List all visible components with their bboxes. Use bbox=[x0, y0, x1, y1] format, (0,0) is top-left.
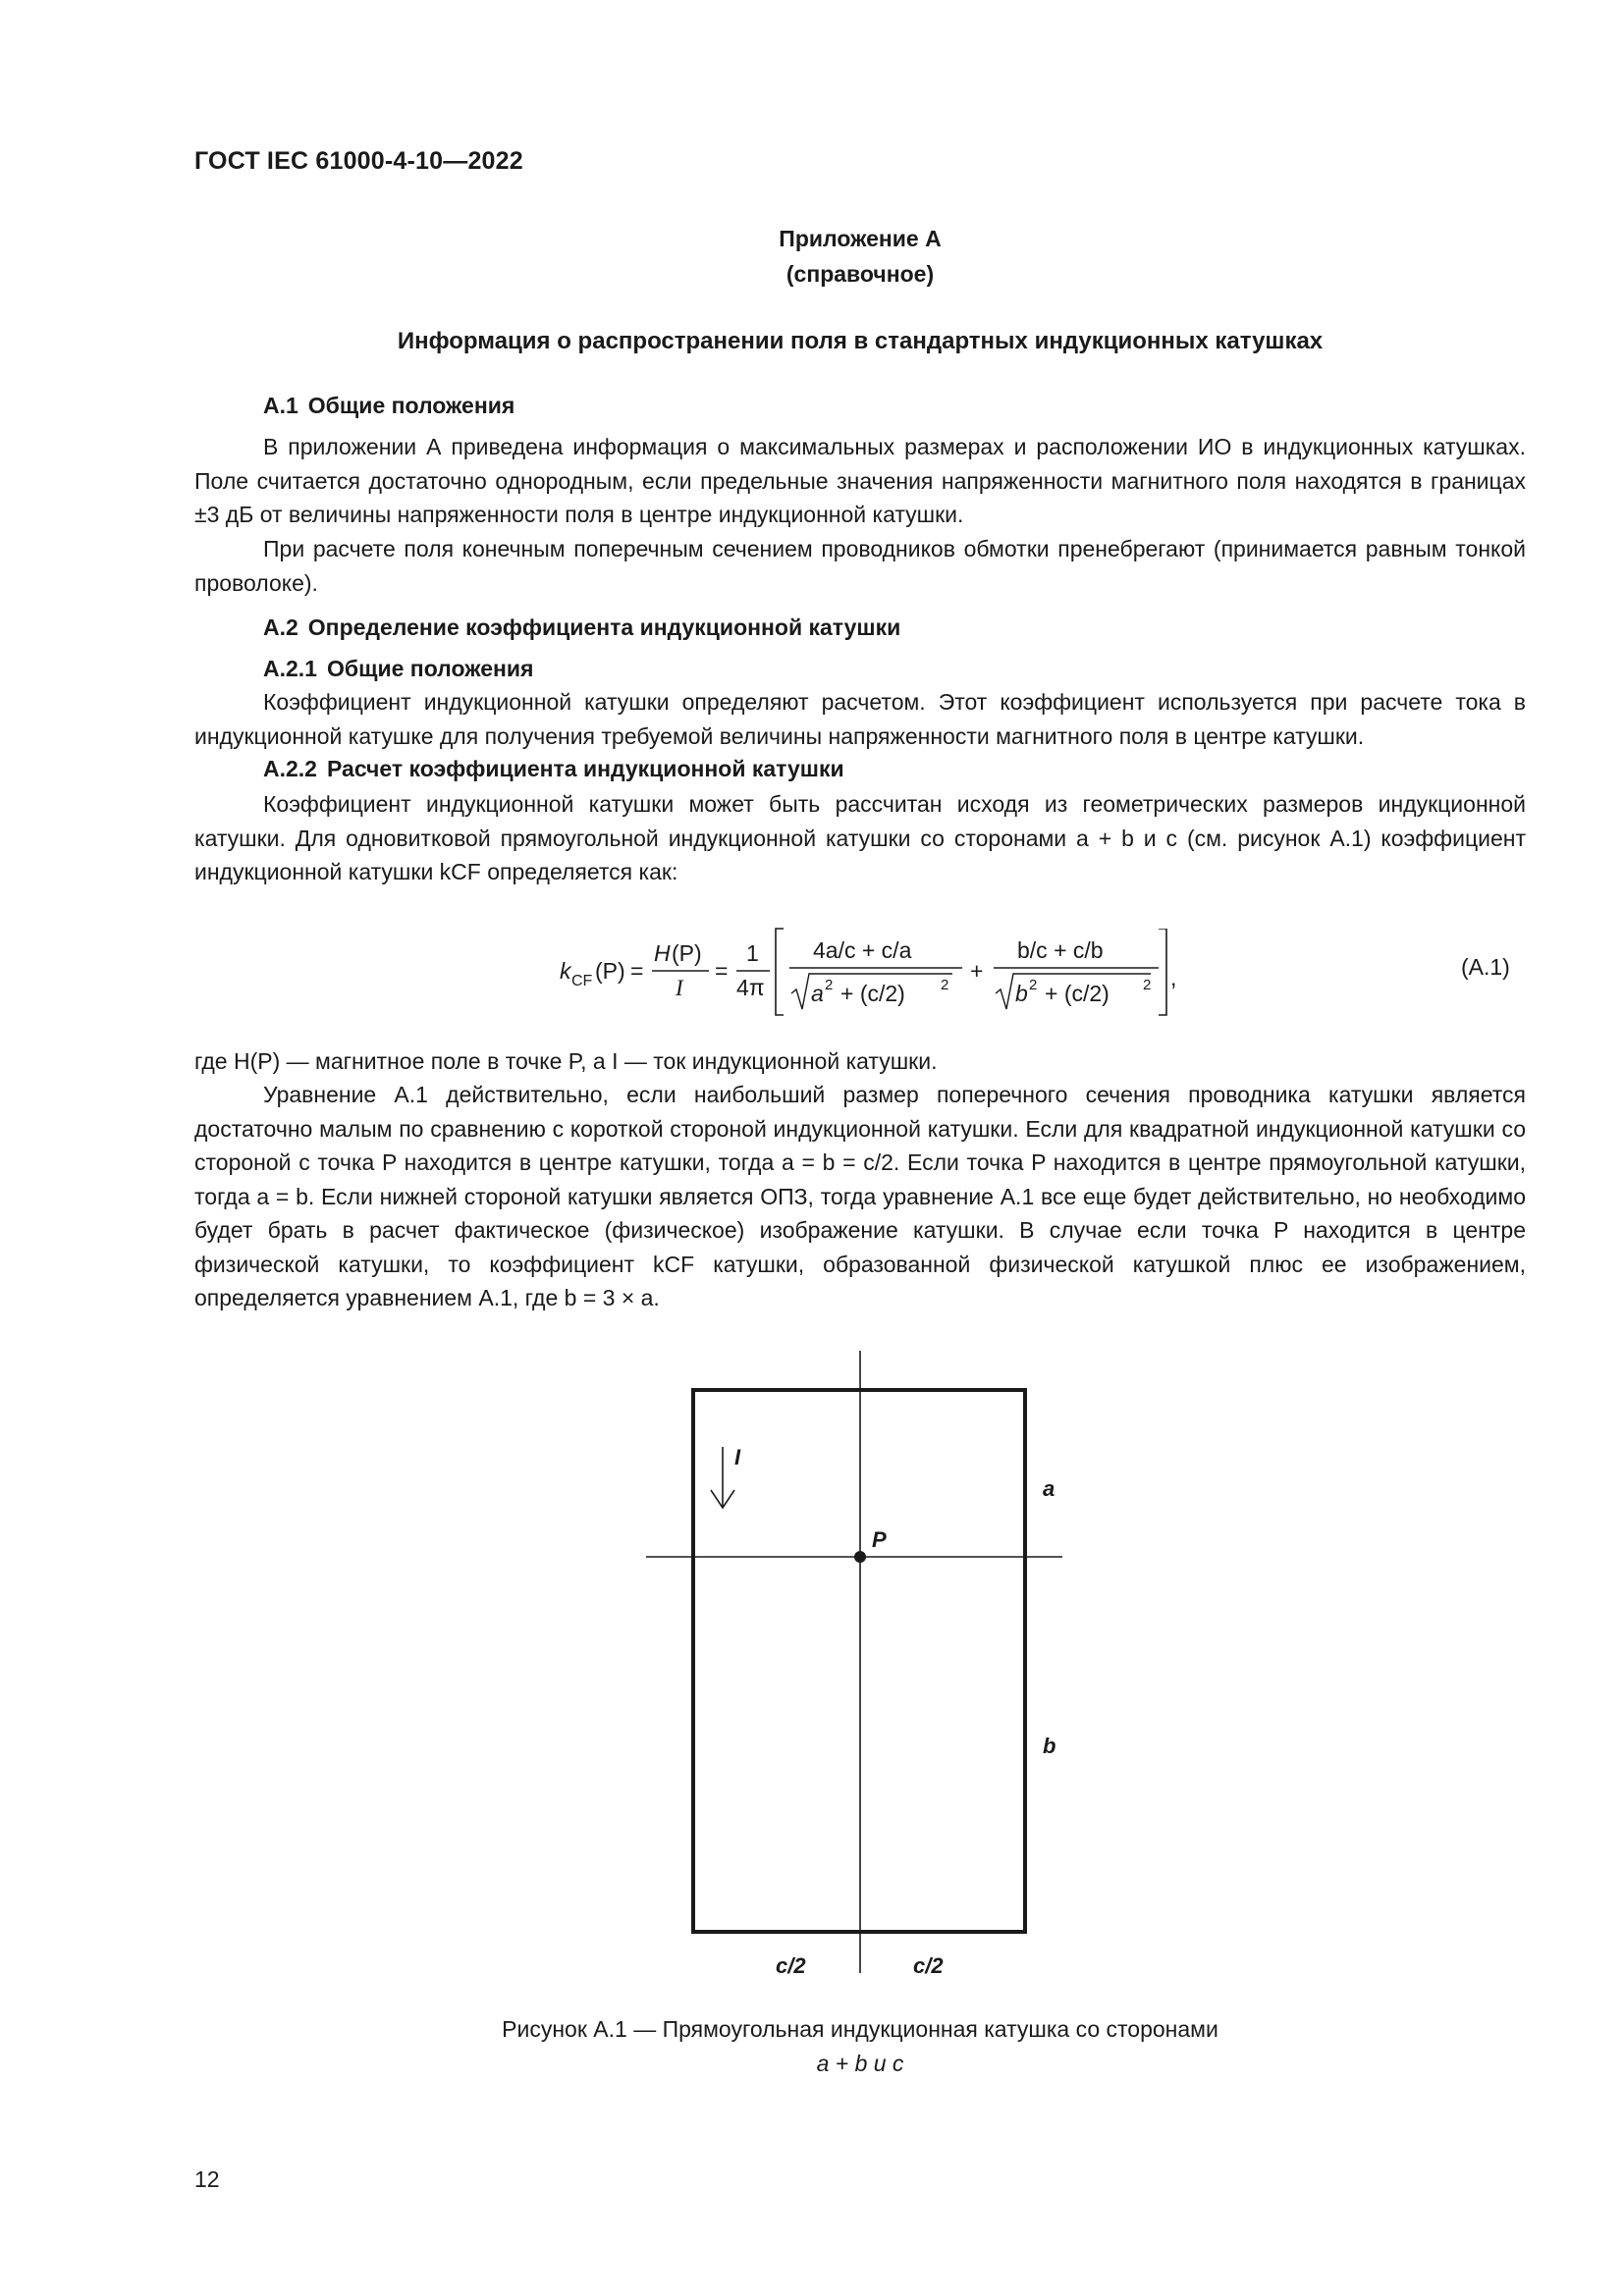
figure-caption-line-2: a + b и c bbox=[816, 2050, 904, 2076]
figure-caption-line-1: Рисунок А.1 — Прямоугольная индукционная катушка со сторонами bbox=[502, 2016, 1218, 2042]
formula-den2-sq2: 2 bbox=[1143, 977, 1152, 993]
point-p-marker bbox=[854, 1551, 866, 1563]
formula-den1-sq1: 2 bbox=[825, 977, 834, 993]
label-c-half-right: c/2 bbox=[913, 1953, 944, 1978]
section-number: А.2 bbox=[263, 614, 298, 640]
label-c-half-left: c/2 bbox=[776, 1953, 806, 1978]
formula-bracket-right-svg bbox=[1155, 929, 1184, 1037]
standard-header: ГОСТ IEC 61000-4-10—2022 bbox=[194, 147, 523, 175]
section-number: А.2.1 bbox=[263, 656, 317, 681]
formula-equals-2: = bbox=[715, 958, 729, 984]
formula-plus: + bbox=[970, 958, 984, 984]
annex-title: Приложение А bbox=[779, 226, 942, 251]
paragraph-a1-wire: При расчете поля конечным поперечным сечением проводников обмотки пренебрегают (принимается равным тонкой проволоке). bbox=[194, 536, 1526, 596]
formula-a1 bbox=[550, 917, 1159, 1030]
formula-four-pi: 4π bbox=[736, 975, 765, 1000]
formula-comma: , bbox=[1170, 965, 1177, 990]
figure-a1 bbox=[628, 1347, 1080, 2000]
formula-den2-rest: + (c/2) bbox=[1045, 981, 1110, 1006]
label-a: a bbox=[1043, 1476, 1056, 1501]
coil-rectangle bbox=[693, 1390, 1025, 1932]
formula-den1-a: a bbox=[811, 981, 824, 1006]
paragraph-a1-intro: В приложении А приведена информация о максимальных размерах и расположении ИО в индукционных катушках. Поле считается достаточно однородным, если предельные значения напряженности магнитного поля находятся в границах ±3 дБ от величины напряженности поля в центре индукционной катушки. bbox=[194, 434, 1526, 527]
formula-den1-rest: + (c/2) bbox=[840, 981, 905, 1006]
section-number: А.1 bbox=[263, 393, 298, 418]
section-heading-a2 bbox=[263, 614, 900, 641]
section-number: А.2.2 bbox=[263, 756, 317, 781]
formula-den2-b: b bbox=[1015, 981, 1028, 1006]
label-i: I bbox=[734, 1445, 741, 1469]
bracket-left bbox=[776, 929, 784, 1015]
formula-numerator-1: 4a/c + c/a bbox=[813, 937, 912, 963]
formula-h: H bbox=[654, 940, 671, 966]
formula-equals-1: = bbox=[630, 958, 644, 984]
page-number: 12 bbox=[194, 2166, 220, 2192]
paragraph-validity: Уравнение А.1 действительно, если наибольший размер поперечного сечения проводника катушки является достаточно малым по сравнению с короткой стороной индукционной катушки. Если для квадратной индукционной катушки со стороной c точка P находится в центре катушки, тогда a = b = c/2. Если точка P находится в центре прямоугольной катушки, тогда a = b. Если нижней стороной катушки является ОПЗ, тогда уравнение А.1 все еще будет действительно, но необходимо будет брать в расчет фактическое (физическое) изображение катушки. В случае если точка P находится в центре физической катушки, то коэффициент kCF катушки, образованной физической катушкой плюс ее изображением, определяется уравнением А.1, где b = 3 × a. bbox=[194, 1082, 1526, 1310]
section-heading-a1 bbox=[263, 393, 514, 419]
paragraph-where: где H(P) — магнитное поле в точке P, а I — ток индукционной катушки. bbox=[194, 1048, 938, 1074]
section-title: Общие положения bbox=[307, 393, 515, 418]
paragraph-a21: Коэффициент индукционной катушки определяют расчетом. Этот коэффициент используется при расчете тока в индукционной катушке для получения требуемой величины напряженности магнитного поля в центре катушки. bbox=[194, 689, 1526, 749]
section-heading-a21 bbox=[263, 656, 533, 682]
bracket-right bbox=[1159, 929, 1166, 1015]
figure-caption bbox=[194, 2012, 1526, 2080]
formula-svg bbox=[550, 917, 1159, 1025]
coil-diagram bbox=[628, 1347, 1080, 1995]
section-title: Расчет коэффициента индукционной катушки bbox=[326, 756, 844, 781]
formula-h-arg: (P) bbox=[672, 940, 702, 966]
section-title: Общие положения bbox=[326, 656, 534, 681]
formula-den2-sq1: 2 bbox=[1029, 977, 1038, 993]
formula-p-arg: (P) bbox=[595, 958, 625, 984]
main-title: Информация о распространении поля в стандартных индукционных катушках bbox=[397, 328, 1324, 354]
formula-den1-sq2: 2 bbox=[941, 977, 949, 993]
paragraph-a22: Коэффициент индукционной катушки может быть рассчитан исходя из геометрических размеров индукционной катушки. Для одновитковой прямоугольной индукционной катушки со сторонами a + b и c (см. рисунок А.1) коэффициент индукционной катушки kCF определяется как: bbox=[194, 791, 1526, 884]
formula-cf-subscript: CF bbox=[571, 973, 593, 989]
annex-subtitle: (справочное) bbox=[785, 261, 935, 287]
formula-i: I bbox=[676, 976, 683, 1000]
label-p: P bbox=[872, 1527, 887, 1552]
formula-k: k bbox=[560, 958, 571, 984]
label-b: b bbox=[1043, 1734, 1056, 1758]
formula-numerator-2: b/c + c/b bbox=[1017, 937, 1104, 963]
formula-right-part bbox=[1155, 929, 1184, 1041]
section-heading-a22 bbox=[263, 756, 844, 782]
equation-number: (А.1) bbox=[1461, 954, 1510, 980]
section-title: Определение коэффициента индукционной катушки bbox=[307, 614, 901, 640]
formula-one: 1 bbox=[746, 940, 759, 966]
